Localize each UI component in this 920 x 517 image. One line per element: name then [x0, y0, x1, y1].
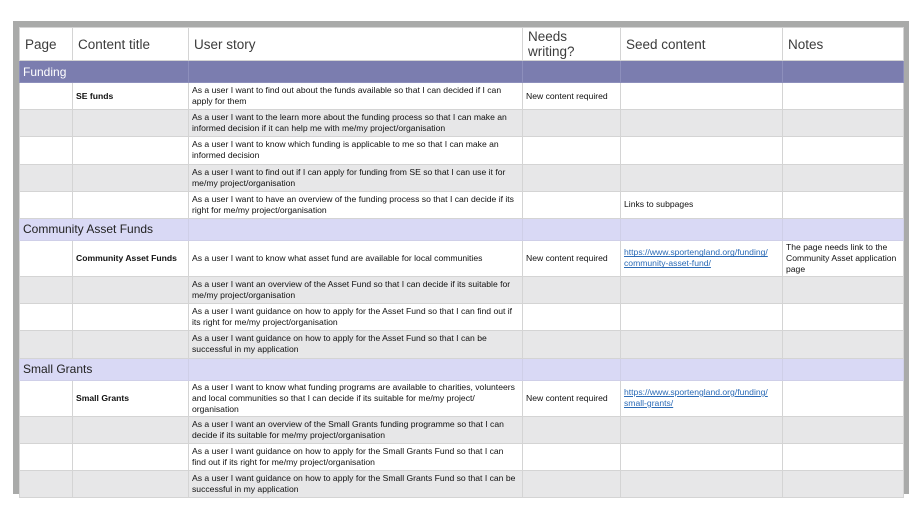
section-empty-cell — [523, 358, 621, 380]
section-label: Community Asset Funds — [20, 218, 189, 240]
table-row — [20, 137, 904, 164]
needs-writing-cell — [523, 110, 621, 137]
page-cell — [20, 331, 73, 358]
table-row — [20, 276, 904, 303]
user-story-cell: As a user I want to know which funding is applicable to me so that I can make an informed decision — [189, 137, 523, 164]
table-row — [20, 443, 904, 470]
table-row — [20, 470, 904, 497]
seed-content-cell — [621, 137, 783, 164]
seed-content-cell — [621, 470, 783, 497]
notes-cell: The page needs link to the Community Asset application page — [783, 240, 904, 276]
section-empty-cell — [523, 218, 621, 240]
section-label: Small Grants — [20, 358, 189, 380]
content-title-cell — [73, 164, 189, 191]
section-row — [20, 218, 904, 240]
content-title-cell — [73, 331, 189, 358]
notes-cell — [783, 137, 904, 164]
seed-content-cell — [621, 164, 783, 191]
page-cell — [20, 137, 73, 164]
notes-cell — [783, 276, 904, 303]
content-title-cell — [73, 443, 189, 470]
notes-cell — [783, 416, 904, 443]
page-cell — [20, 443, 73, 470]
section-empty-cell — [621, 358, 783, 380]
seed-content-cell: Links to subpages — [621, 191, 783, 218]
needs-writing-cell: New content required — [523, 240, 621, 276]
content-title-cell — [73, 470, 189, 497]
seed-content-cell — [621, 83, 783, 110]
page-cell — [20, 380, 73, 416]
user-story-cell: As a user I want guidance on how to apply for the Small Grants Fund so that I can be successful in my application — [189, 470, 523, 497]
table-body — [20, 61, 904, 498]
user-story-cell: As a user I want to the learn more about the funding process so that I can make an informed decision if it can help me with me/my project/organisation — [189, 110, 523, 137]
table-row — [20, 416, 904, 443]
section-empty-cell — [783, 358, 904, 380]
seed-content-cell — [621, 416, 783, 443]
page-cell — [20, 83, 73, 110]
header-needs-writing: Needs writing? — [523, 28, 621, 61]
content-title-cell — [73, 110, 189, 137]
seed-content-link[interactable]: https://www.sportengland.org/funding/ small-grants/ — [624, 387, 768, 408]
page-cell — [20, 240, 73, 276]
section-empty-cell — [783, 61, 904, 83]
table-row — [20, 164, 904, 191]
notes-cell — [783, 164, 904, 191]
header-content-title: Content title — [73, 28, 189, 61]
seed-content-cell — [621, 331, 783, 358]
notes-cell — [783, 331, 904, 358]
notes-cell — [783, 110, 904, 137]
seed-content-cell — [621, 276, 783, 303]
section-empty-cell — [783, 218, 904, 240]
section-empty-cell — [621, 61, 783, 83]
needs-writing-cell — [523, 276, 621, 303]
table-row — [20, 380, 904, 416]
content-title-cell: Community Asset Funds — [73, 240, 189, 276]
user-story-cell: As a user I want guidance on how to apply for the Asset Fund so that I can find out if its right for me/my project/organisation — [189, 304, 523, 331]
page-cell — [20, 416, 73, 443]
notes-cell — [783, 191, 904, 218]
notes-cell — [783, 470, 904, 497]
header-user-story: User story — [189, 28, 523, 61]
user-story-cell: As a user I want an overview of the Small Grants funding programme so that I can decide if its suitable for me/my project/organisation — [189, 416, 523, 443]
needs-writing-cell — [523, 304, 621, 331]
page-cell — [20, 470, 73, 497]
user-story-cell: As a user I want to find out if I can apply for funding from SE so that I can use it for me/my project/organisation — [189, 164, 523, 191]
user-story-cell: As a user I want to know what asset fund are available for local communities — [189, 240, 523, 276]
header-page: Page — [20, 28, 73, 61]
header-seed-content: Seed content — [621, 28, 783, 61]
needs-writing-cell: New content required — [523, 83, 621, 110]
section-row — [20, 358, 904, 380]
page-cell — [20, 164, 73, 191]
user-story-cell: As a user I want an overview of the Asset Fund so that I can decide if its suitable for me/my project/organisation — [189, 276, 523, 303]
seed-content-cell — [621, 110, 783, 137]
content-title-cell — [73, 191, 189, 218]
needs-writing-cell — [523, 470, 621, 497]
seed-content-link[interactable]: https://www.sportengland.org/funding/ community-asset-fund/ — [624, 247, 768, 269]
content-title-cell — [73, 276, 189, 303]
header-notes: Notes — [783, 28, 904, 61]
table-row — [20, 110, 904, 137]
user-story-cell: As a user I want to know what funding programs are available to charities, volunteers and local communities so that I can decide if its suitable for me/my project/ organisation — [189, 380, 523, 416]
user-story-cell: As a user I want to find out about the funds available so that I can decided if I can apply for them — [189, 83, 523, 110]
table-row — [20, 304, 904, 331]
needs-writing-cell: New content required — [523, 380, 621, 416]
content-title-cell — [73, 416, 189, 443]
content-title-cell — [73, 137, 189, 164]
content-title-cell: Small Grants — [73, 380, 189, 416]
section-empty-cell — [189, 358, 523, 380]
user-story-cell: As a user I want to have an overview of the funding process so that I can decide if its right for me/my project/organisation — [189, 191, 523, 218]
table-row — [20, 83, 904, 110]
needs-writing-cell — [523, 137, 621, 164]
section-row — [20, 61, 904, 83]
section-empty-cell — [189, 218, 523, 240]
notes-cell — [783, 380, 904, 416]
needs-writing-cell — [523, 191, 621, 218]
table-row — [20, 191, 904, 218]
page-cell — [20, 110, 73, 137]
content-plan-table — [19, 27, 904, 498]
user-story-cell: As a user I want guidance on how to apply for the Asset Fund so that I can be successful in my application — [189, 331, 523, 358]
section-empty-cell — [189, 61, 523, 83]
content-title-cell — [73, 304, 189, 331]
header-row — [20, 28, 904, 61]
seed-content-cell — [621, 240, 783, 276]
needs-writing-cell — [523, 164, 621, 191]
section-empty-cell — [523, 61, 621, 83]
spreadsheet-frame — [13, 21, 909, 494]
user-story-cell: As a user I want guidance on how to apply for the Small Grants Fund so that I can find out if its right for me/my project/organisation — [189, 443, 523, 470]
needs-writing-cell — [523, 443, 621, 470]
notes-cell — [783, 304, 904, 331]
notes-cell — [783, 443, 904, 470]
page-cell — [20, 191, 73, 218]
section-label: Funding — [20, 61, 189, 83]
page-cell — [20, 304, 73, 331]
seed-content-cell — [621, 443, 783, 470]
notes-cell — [783, 83, 904, 110]
table-row — [20, 331, 904, 358]
seed-content-cell — [621, 304, 783, 331]
content-title-cell: SE funds — [73, 83, 189, 110]
page-cell — [20, 276, 73, 303]
seed-content-cell — [621, 380, 783, 416]
section-empty-cell — [621, 218, 783, 240]
table-row — [20, 240, 904, 276]
needs-writing-cell — [523, 331, 621, 358]
needs-writing-cell — [523, 416, 621, 443]
